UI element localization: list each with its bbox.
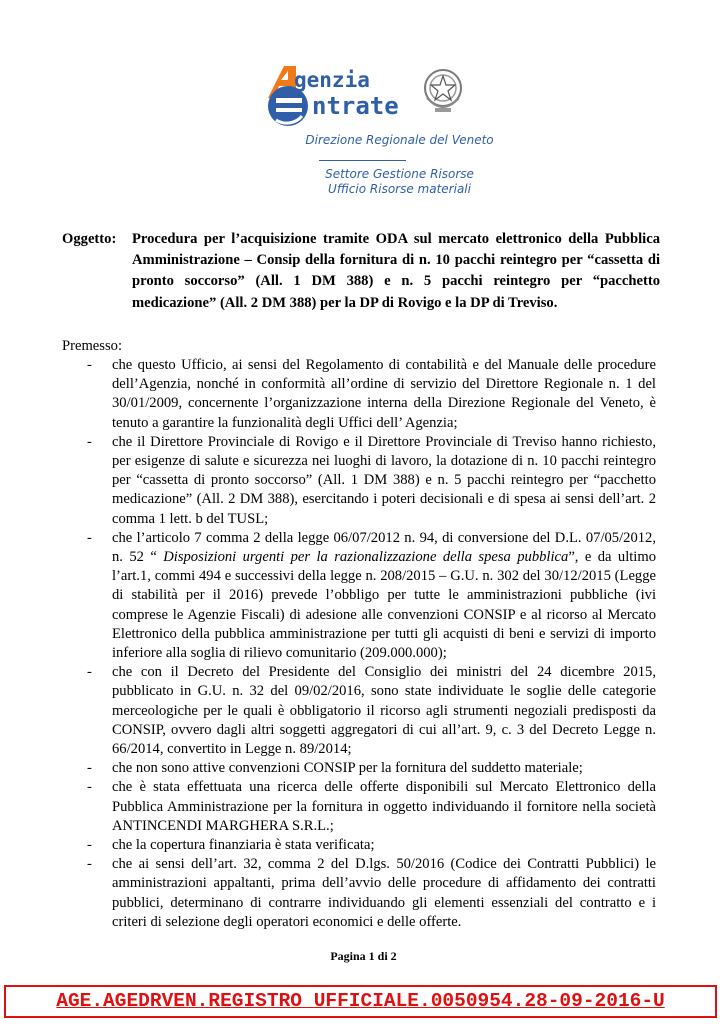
list-item-text-after: ”, e da ultimo l’art.1, commi 494 e successivi della legge n. 208/2015 – G.U. n. 302 del 30/12/2015 (Legge di stabilità per il 2016) prevede l’obbligo per tutte le amministrazioni pubbliche (ivi comprese le Agenzie Fiscali) di adesione alle convenzioni CONSIP e al ricorso al Mercato Elettronico della pubblica amministrazione per tutti gli acquisti di beni e servizi di importo inferiore alla soglia di rilievo comunitario (209.000.000);	[112, 549, 657, 662]
registry-stamp	[4, 985, 717, 1018]
list-item-text: che ai sensi dell’art. 32, comma 2 del D.lgs. 50/2016 (Codice dei Contratti Pubblici) le amministrazioni appaltanti, prima dell’avvio delle procedure di affidamento dei contratti pubblici, determinano di contrarre individuando gli elementi essenziali del contratto e i criteri di selezione degli operatori economici e delle offerte.	[112, 856, 656, 930]
list-item	[87, 836, 656, 855]
bullet-dash: -	[87, 357, 92, 373]
sector-name: Settore Gestione Risorse	[325, 167, 474, 181]
bullet-dash: -	[87, 760, 92, 777]
logo-text-genzia: genzia	[294, 68, 370, 92]
list-item-text: che con il Decreto del Presidente del Consiglio dei ministri del 24 dicembre 2015, pubblicato in G.U. n. 32 del 09/02/2016, sono state individuate le soglie delle categorie merceologiche per le quali è obbligatorio il ricorso agli strumenti negoziali predisposti da CONSIP, ovvero dagli altri soggetti aggregatori di cui all’art. 9, c. 3 del Decreto Legge n. 66/2014, convertito in Legge n. 89/2014;	[112, 664, 656, 758]
bullet-dash: -	[87, 433, 92, 450]
list-item-text: che questo Ufficio, ai sensi del Regolamento di contabilità e del Manuale delle procedure dell’Agenzia, nonché in conformità all’ordine di servizio del Direttore Regionale n. 1 del 30/01/2009, concernente l’organizzazione interna della Direzione Regionale del Veneto, è tenuto a garantire la funzionalità degli Uffici dell’ Agenzia;	[112, 357, 656, 431]
bullet-dash: -	[87, 837, 92, 854]
list-item	[87, 759, 656, 778]
subject-block	[62, 229, 660, 314]
list-item	[87, 778, 656, 836]
subject-text: Procedura per l’acquisizione tramite ODA sul mercato elettronico della Pubblica Amministrazione – Consip della fornitura di n. 10 pacchi reintegro per “cassetta di pronto soccorso” (All. 1 DM 388) e n. 5 pacchi reintegro per “pacchetto medicazione” (All. 2 DM 388) per la DP di Rovigo e la DP di Treviso.	[132, 231, 660, 311]
directorate-name: Direzione Regionale del Veneto	[305, 133, 494, 147]
agenzia-entrate-logo	[262, 62, 482, 136]
list-item	[87, 529, 656, 663]
bullet-dash: -	[87, 856, 92, 873]
bullet-dash: -	[87, 779, 92, 796]
list-item-text: che il Direttore Provinciale di Rovigo e il Direttore Provinciale di Treviso hanno richiesto, per esigenze di salute e sicurezza nei luoghi di lavoro, la dotazione di n. 10 pacchi reintegro per “cassetta di pronto soccorso” (All. 1 DM 388) e n. 5 pacchi reintegro per “pacchetto medicazione” (All. 2 DM 388), esercitando i poteri decisionali e di spesa ai sensi dell’art. 2 comma 1 lett. b del TUSL;	[112, 433, 656, 527]
list-item-text: che è stata effettuata una ricerca delle offerte disponibili sul Mercato Elettronico della Pubblica Amministrazione per la fornitura in oggetto individuando il fornitore nella società ANTINCENDI MARGHERA S.R.L.;	[112, 779, 656, 834]
registry-number: AGE.AGEDRVEN.REGISTRO UFFICIALE.0050954.28-09-2016-U	[56, 990, 665, 1012]
premesso-label: Premesso:	[62, 338, 122, 354]
bullet-dash: -	[87, 529, 92, 546]
header-divider	[319, 160, 406, 161]
subject-label: Oggetto:	[62, 231, 117, 247]
page-number: Pagina 1 di 2	[330, 949, 397, 963]
premesso-list	[87, 356, 656, 932]
office-name: Ufficio Risorse materiali	[328, 182, 471, 196]
list-item-text: che la copertura finanziaria è stata verificata;	[112, 837, 375, 854]
list-item	[87, 356, 656, 433]
list-item-text: che non sono attive convenzioni CONSIP per la fornitura del suddetto materiale;	[112, 760, 583, 777]
list-item	[87, 855, 656, 932]
italian-republic-emblem-icon	[421, 66, 465, 116]
list-item-text-italic: Disposizioni urgenti per la razionalizzazione della spesa pubblica	[163, 549, 569, 566]
bullet-dash: -	[87, 664, 92, 681]
logo-text-ntrate: ntrate	[312, 92, 399, 120]
list-item	[87, 433, 656, 529]
list-item	[87, 663, 656, 759]
list-item-text-before: che l’articolo 7 comma 2 della legge 06/07/2012 n. 94, di conversione del D.L. 07/05/2012, n. 52 “	[112, 529, 656, 566]
